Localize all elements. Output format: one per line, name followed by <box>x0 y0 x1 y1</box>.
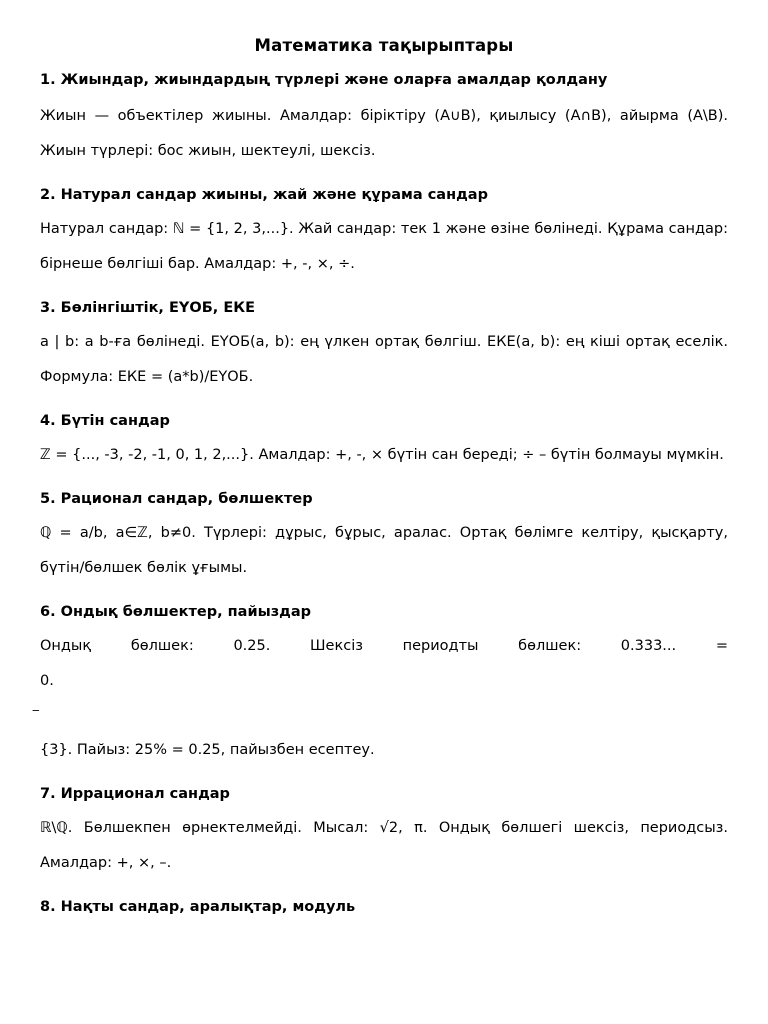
section-natural-numbers <box>40 184 728 282</box>
section-body: Натурал сандар: ℕ = {1, 2, 3,...}. Жай сандар: тек 1 және өзіне бөлінеді. Құрама сандар: бірнеше бөлгіші бар. Амалдар: +, -, ×, ÷. <box>40 221 728 272</box>
section-heading: 2. Натурал сандар жиыны, жай және құрама сандар <box>40 187 488 203</box>
section-body-line: Ондық бөлшек: 0.25. Шексіз периодты бөлшек: 0.333... = <box>40 638 728 654</box>
section-decimals-percent <box>32 601 728 768</box>
section-irrational-numbers <box>40 783 728 881</box>
overline-mark: ‒ <box>32 703 40 717</box>
section-heading: 5. Рационал сандар, бөлшектер <box>40 491 313 507</box>
section-body-line: {3}. Пайыз: 25% = 0.25, пайызбен есептеу. <box>40 742 375 758</box>
section-body: a | b: a b-ға бөлінеді. ЕҮОБ(a, b): ең үлкен ортақ бөлгіш. ЕКЕ(a, b): ең кіші ортақ еселік. Формула: ЕКЕ = (a*b)/ЕҮОБ. <box>40 334 728 385</box>
section-integers <box>40 410 728 473</box>
section-body: ℚ = a/b, a∈ℤ, b≠0. Түрлері: дұрыс, бұрыс, аралас. Ортақ бөлімге келтіру, қысқарту, бүтін/бөлшек бөлік ұғымы. <box>40 525 728 576</box>
section-real-numbers <box>40 896 728 918</box>
section-sets <box>40 69 728 169</box>
section-body-line: 0. <box>40 673 54 689</box>
section-body: ℤ = {..., -3, -2, -1, 0, 1, 2,...}. Амалдар: +, -, × бүтін сан береді; ÷ – бүтін болмауы мүмкін. <box>40 447 724 463</box>
section-heading: 4. Бүтін сандар <box>40 413 170 429</box>
section-divisibility <box>40 297 728 395</box>
page-title: Математика тақырыптары <box>254 36 514 55</box>
section-heading: 7. Иррационал сандар <box>40 786 230 802</box>
section-heading: 6. Ондық бөлшектер, пайыздар <box>40 604 312 620</box>
section-body: Жиын — объектілер жиыны. Амалдар: біріктіру (A∪B), қиылысу (A∩B), айырма (A\B). Жиын түрлері: бос жиын, шектеулі, шексіз. <box>40 108 728 159</box>
section-heading: 3. Бөлінгіштік, ЕҮОБ, ЕКЕ <box>40 300 255 316</box>
section-heading: 8. Нақты сандар, аралықтар, модуль <box>40 899 356 915</box>
repeating-bar <box>32 699 728 733</box>
section-body: ℝ\ℚ. Бөлшекпен өрнектелмейді. Мысал: √2, π. Ондық бөлшегі шексіз, периодсыз. Амалдар: +, ×, –. <box>40 820 728 871</box>
section-heading: 1. Жиындар, жиындардың түрлері және оларға амалдар қолдану <box>40 72 608 88</box>
section-rational-numbers <box>40 488 728 586</box>
